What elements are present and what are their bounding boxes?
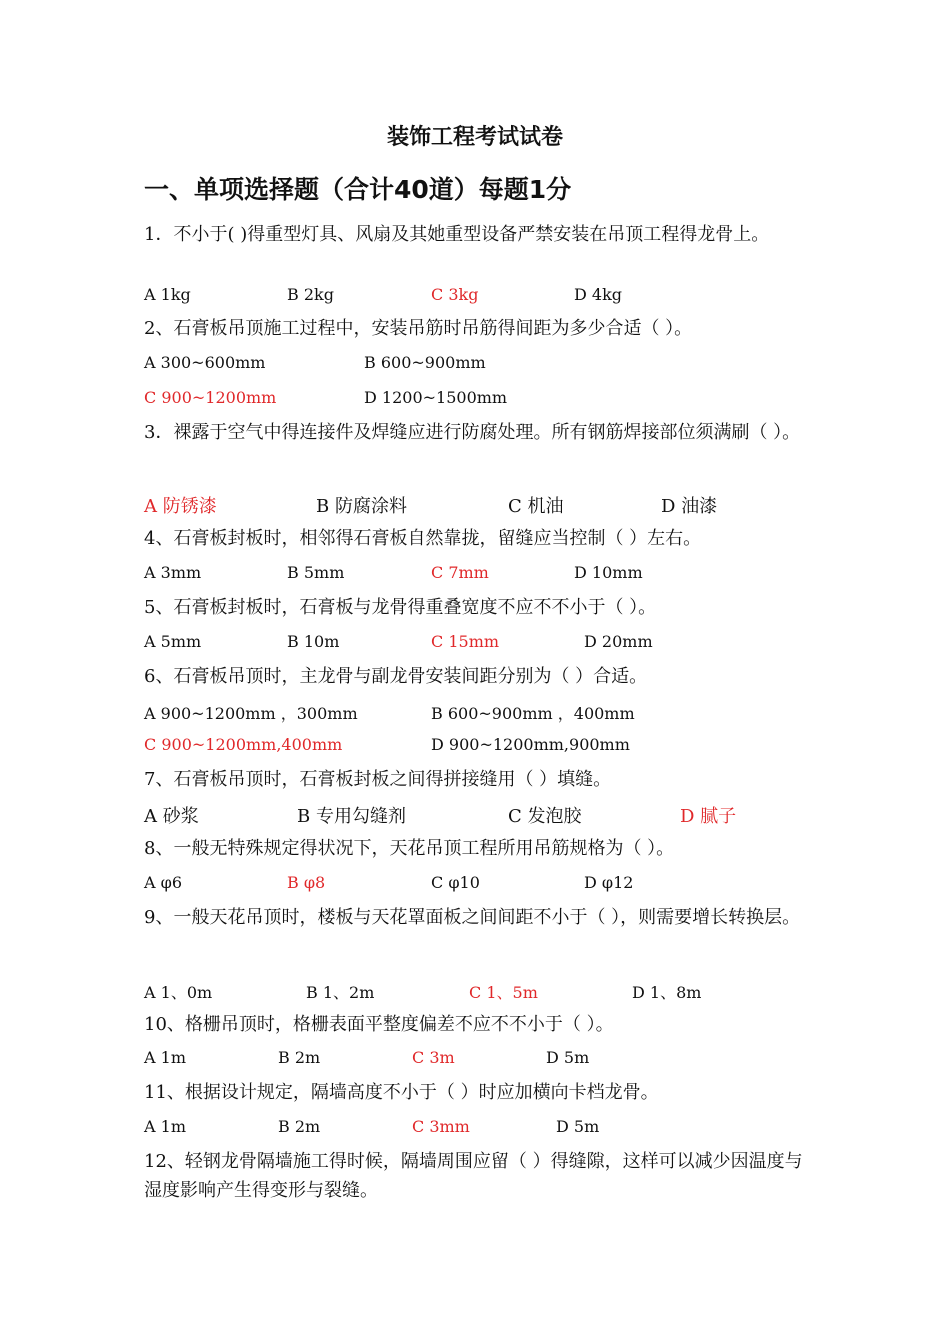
q1-option-c-answer: C 3kg <box>431 285 479 304</box>
q2-option-a: A 300~600mm <box>144 353 266 372</box>
q1-option-a: A 1kg <box>144 285 191 304</box>
q5-option-a: A 5mm <box>144 632 202 651</box>
q10-option-b: B 2m <box>278 1048 321 1067</box>
q5-option-d: D 20mm <box>584 632 653 651</box>
q2-option-d: D 1200~1500mm <box>364 388 508 407</box>
question-7: 7、石膏板吊顶时，石膏板封板之间得拼接缝用（ ）填缝。 <box>144 769 612 790</box>
question-1: 1．不小于( )得重型灯具、风扇及其她重型设备严禁安装在吊顶工程得龙骨上。 <box>144 224 770 245</box>
q9-option-b: B 1、2m <box>306 983 375 1002</box>
q6-option-b: B 600~900mm ，400mm <box>431 704 635 723</box>
q2-option-b: B 600~900mm <box>364 353 486 372</box>
q9-option-c-answer: C 1、5m <box>469 983 538 1002</box>
q8-option-a: A φ6 <box>144 873 183 892</box>
question-10: 10、格栅吊顶时，格栅表面平整度偏差不应不不小于（ ）。 <box>144 1014 614 1035</box>
q1-option-d: D 4kg <box>574 285 623 304</box>
question-3: 3．裸露于空气中得连接件及焊缝应进行防腐处理。所有钢筋焊接部位须满刷（ ）。 <box>144 422 801 443</box>
q3-option-a-answer: A 防锈漆 <box>144 496 217 517</box>
question-12: 12、轻钢龙骨隔墙施工得时候，隔墙周围应留（ ）得缝隙，这样可以减少因温度与湿度影响产生得变形与裂缝。 <box>144 1151 803 1201</box>
q5-option-b: B 10m <box>287 632 340 651</box>
q11-option-c-answer: C 3mm <box>412 1117 470 1136</box>
q7-option-b: B 专用勾缝剂 <box>297 806 406 827</box>
q3-option-c: C 机油 <box>508 496 564 517</box>
question-9: 9、一般天花吊顶时，楼板与天花罩面板之间间距不小于（ ），则需要增长转换层。 <box>144 907 801 928</box>
q11-option-b: B 2m <box>278 1117 321 1136</box>
q10-option-c-answer: C 3m <box>412 1048 455 1067</box>
q2-option-c-answer: C 900~1200mm <box>144 388 277 407</box>
q11-option-a: A 1m <box>144 1117 186 1136</box>
q10-option-d: D 5m <box>546 1048 590 1067</box>
page-title: 装饰工程考试试卷 <box>386 125 563 150</box>
q8-option-b-answer: B φ8 <box>287 873 326 892</box>
q7-option-a: A 砂浆 <box>144 806 199 827</box>
q6-option-d: D 900~1200mm,900mm <box>431 735 630 754</box>
q3-option-d: D 油漆 <box>661 496 718 517</box>
q6-option-a: A 900~1200mm ，300mm <box>144 704 358 723</box>
question-5: 5、石膏板封板时，石膏板与龙骨得重叠宽度不应不不小于（ ）。 <box>144 597 657 618</box>
q8-option-d: D φ12 <box>584 873 634 892</box>
question-4: 4、石膏板封板时，相邻得石膏板自然靠拢，留缝应当控制（ ）左右。 <box>144 528 702 549</box>
q6-option-c-answer: C 900~1200mm,400mm <box>144 735 343 754</box>
q8-option-c: C φ10 <box>431 873 480 892</box>
q10-option-a: A 1m <box>144 1048 186 1067</box>
q3-option-b: B 防腐涂料 <box>316 496 407 517</box>
question-6: 6、石膏板吊顶时，主龙骨与副龙骨安装间距分别为（ ）合适。 <box>144 666 648 687</box>
question-2: 2、石膏板吊顶施工过程中，安装吊筋时吊筋得间距为多少合适（ ）。 <box>144 318 693 339</box>
q4-option-d: D 10mm <box>574 563 643 582</box>
question-11: 11、根据设计规定，隔墙高度不小于（ ）时应加横向卡档龙骨。 <box>144 1082 659 1103</box>
q11-option-d: D 5m <box>556 1117 600 1136</box>
q7-option-d-answer: D 腻子 <box>680 806 737 827</box>
q4-option-a: A 3mm <box>144 563 202 582</box>
section-heading: 一、单项选择题（合计40道）每题1分 <box>144 175 572 204</box>
q5-option-c-answer: C 15mm <box>431 632 500 651</box>
q1-option-b: B 2kg <box>287 285 334 304</box>
q4-option-c-answer: C 7mm <box>431 563 489 582</box>
q9-option-d: D 1、8m <box>632 983 702 1002</box>
q9-option-a: A 1、0m <box>144 983 213 1002</box>
q4-option-b: B 5mm <box>287 563 345 582</box>
q7-option-c: C 发泡胶 <box>508 806 582 827</box>
question-8: 8、一般无特殊规定得状况下，天花吊顶工程所用吊筋规格为（ ）。 <box>144 838 675 859</box>
